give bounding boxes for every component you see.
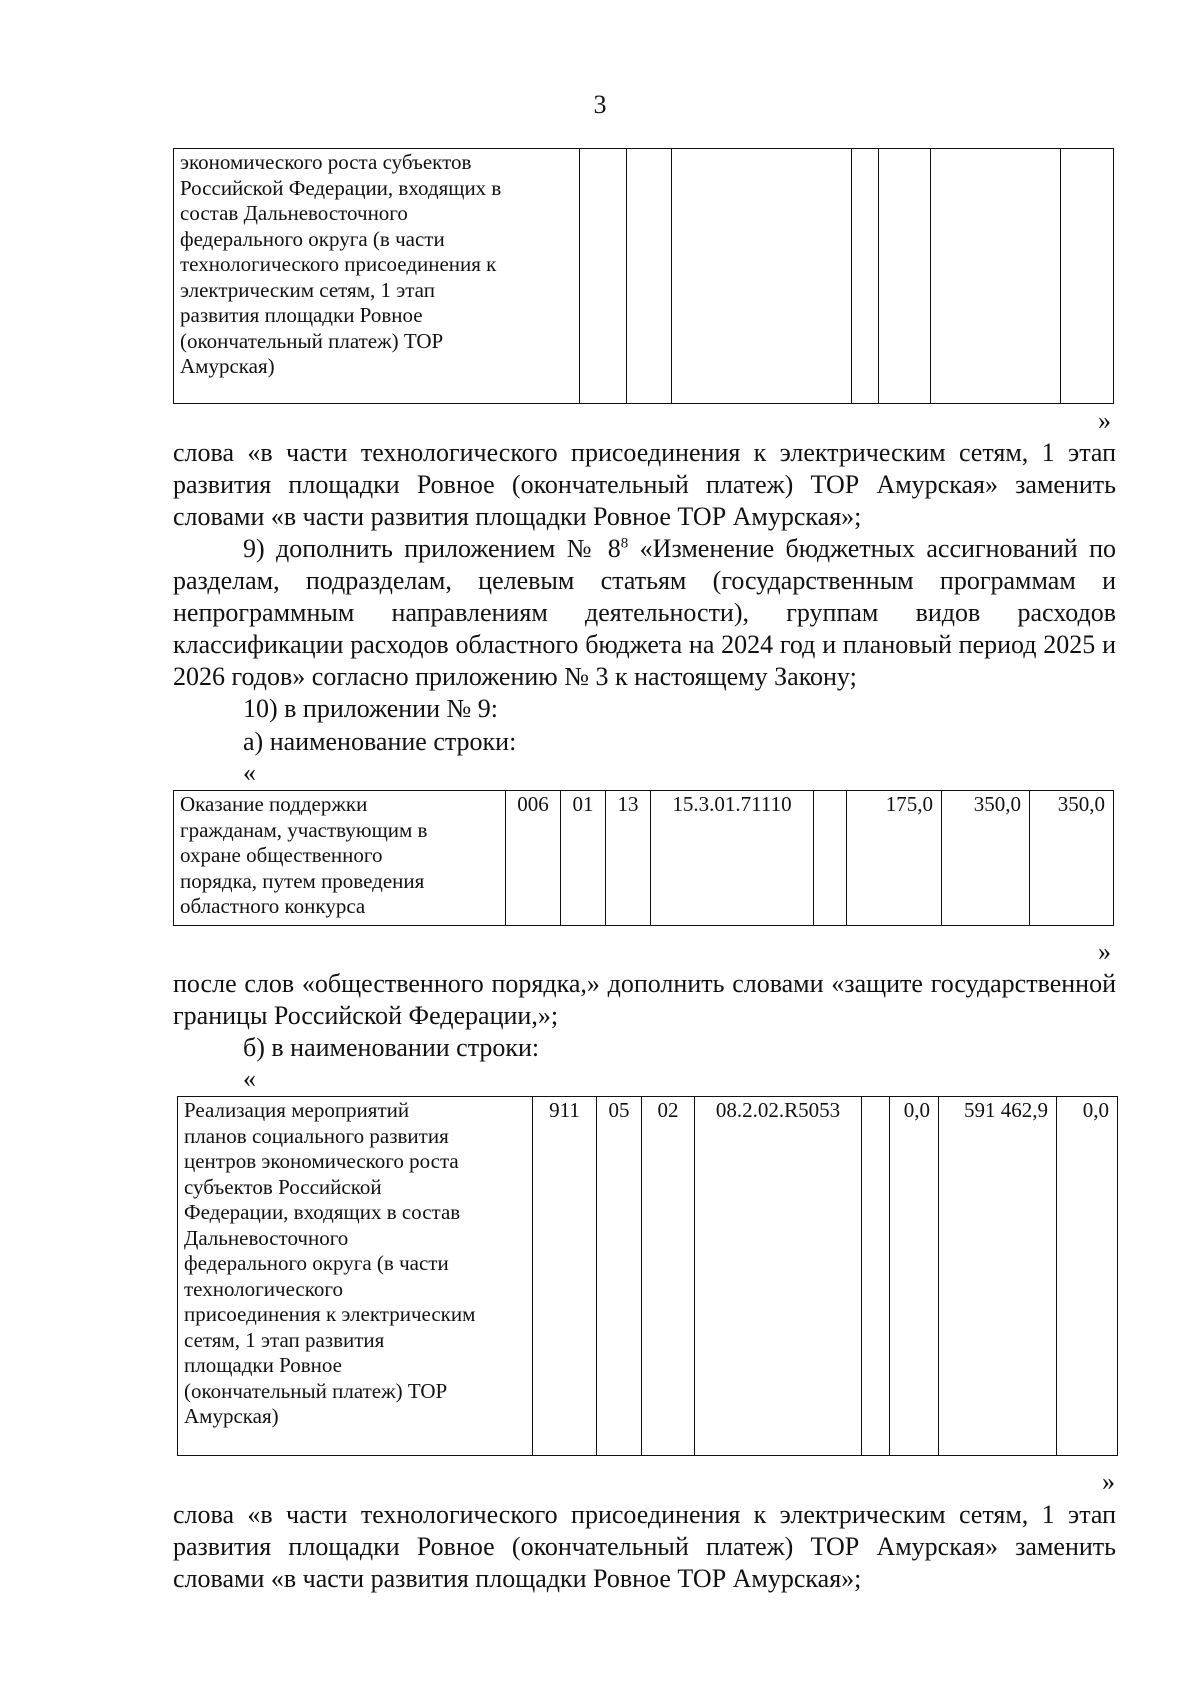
name-line: Амурская) xyxy=(184,1404,279,1428)
amount-2025-cell: 350,0 xyxy=(942,791,1030,926)
name-line: федерального округа (в части xyxy=(180,226,445,251)
name-line: планов социального развития xyxy=(184,1123,449,1148)
item9-text-start: 9) дополнить приложением № 8 xyxy=(243,534,621,563)
paragraph-add-words: после слов «общественного порядка,» дополнить словами «защите государственной границы Российской Федерации,»; xyxy=(173,969,1116,1030)
open-quote: « xyxy=(243,1064,256,1093)
paragraph-item-9 xyxy=(173,533,1116,693)
name-line: экономического роста субъектов xyxy=(180,150,472,174)
table-cell xyxy=(672,149,852,404)
name-line: центров экономического роста xyxy=(184,1149,459,1173)
amount-2024-cell: 0,0 xyxy=(890,1097,939,1456)
target-article-cell: 08.2.02.R5053 xyxy=(695,1097,862,1456)
item9-text-end: «Изменение бюджетных ассигнований по разделам, подразделам, целевым статьям (государственным программам и непрограммным направлениям деятельности), группам видов расходов классификации расходов областного бюджета на 2024 год и плановый период 2025 и 2026 годов» согласно приложению № 3 к настоящему Закону; xyxy=(173,534,1116,691)
amount-2025-cell: 591 462,9 xyxy=(939,1097,1057,1456)
item-10a-heading: а) наименование строки: xyxy=(243,727,517,756)
name-line: Российской Федерации, входящих в xyxy=(180,175,502,200)
item-10-heading: 10) в приложении № 9: xyxy=(243,694,499,723)
row-name-cell xyxy=(174,149,580,404)
name-line: (окончательный платеж) ТОР xyxy=(180,328,444,353)
budget-table-1 xyxy=(173,148,1114,404)
table-cell xyxy=(1061,149,1114,404)
name-line: федерального округа (в части xyxy=(184,1251,449,1275)
amount-2026-cell: 0,0 xyxy=(1057,1097,1118,1456)
name-line: технологического xyxy=(184,1276,343,1301)
name-line: состав Дальневосточного xyxy=(180,201,408,225)
row-name-cell xyxy=(174,791,506,926)
name-line: охране общественного xyxy=(180,843,383,867)
name-line: сетям, 1 этап развития xyxy=(184,1327,385,1352)
page-number: 3 xyxy=(593,90,607,119)
name-line: порядка, путем проведения xyxy=(180,868,425,893)
superscript: 8 xyxy=(620,535,629,552)
name-line: Оказание поддержки xyxy=(180,792,368,816)
item-10b-heading: б) в наименовании строки: xyxy=(243,1033,540,1062)
name-line: технологического присоединения к xyxy=(180,252,497,276)
name-line: Дальневосточного xyxy=(184,1225,349,1250)
name-line: областного конкурса xyxy=(180,894,366,918)
amount-2026-cell: 350,0 xyxy=(1030,791,1114,926)
expense-type-cell xyxy=(862,1097,890,1456)
budget-table-2 xyxy=(173,790,1114,926)
table-cell xyxy=(879,149,931,404)
paragraph-replace-words-2: слова «в части технологического присоединения к электрическим сетям, 1 этап развития площадки Ровное (окончательный платеж) ТОР Амурская» заменить словами «в части развития площадки Ровное ТОР Амурская»; xyxy=(173,1500,1116,1593)
paragraph-replace-words-1: слова «в части технологического присоединения к электрическим сетям, 1 этап развития площадки Ровное (окончательный платеж) ТОР Амурская» заменить словами «в части развития площадки Ровное ТОР Амурская»; xyxy=(173,438,1116,531)
open-quote: « xyxy=(243,758,256,787)
ministry-code-cell: 006 xyxy=(506,791,561,926)
name-line: (окончательный платеж) ТОР xyxy=(184,1378,448,1403)
close-quote: » xyxy=(1098,406,1111,435)
close-quote: » xyxy=(1102,1467,1115,1496)
name-line: Амурская) xyxy=(180,354,275,378)
ministry-code-cell: 911 xyxy=(533,1097,597,1456)
table-cell xyxy=(852,149,879,404)
section-code-cell: 01 xyxy=(561,791,606,926)
name-line: площадки Ровное xyxy=(184,1353,342,1377)
name-line: Федерации, входящих в состав xyxy=(184,1200,461,1224)
name-line: Реализация мероприятий xyxy=(184,1098,410,1122)
name-line: субъектов Российской xyxy=(184,1174,382,1199)
table-row xyxy=(174,791,1114,926)
table-row xyxy=(174,149,1114,404)
name-line: электрическим сетям, 1 этап xyxy=(180,277,435,302)
row-name-cell xyxy=(178,1097,533,1456)
target-article-cell: 15.3.01.71110 xyxy=(651,791,814,926)
name-line: присоединения к электрическим xyxy=(184,1302,476,1326)
table-cell xyxy=(627,149,672,404)
table-cell xyxy=(580,149,627,404)
subsection-code-cell: 02 xyxy=(642,1097,695,1456)
section-code-cell: 05 xyxy=(597,1097,642,1456)
name-line: развития площадки Ровное xyxy=(180,303,423,327)
amount-2024-cell: 175,0 xyxy=(847,791,942,926)
name-line: гражданам, участвующим в xyxy=(180,817,428,842)
close-quote: » xyxy=(1098,937,1111,966)
table-cell xyxy=(931,149,1061,404)
table-row xyxy=(178,1097,1118,1456)
subsection-code-cell: 13 xyxy=(606,791,651,926)
expense-type-cell xyxy=(814,791,847,926)
budget-table-3 xyxy=(177,1096,1118,1456)
